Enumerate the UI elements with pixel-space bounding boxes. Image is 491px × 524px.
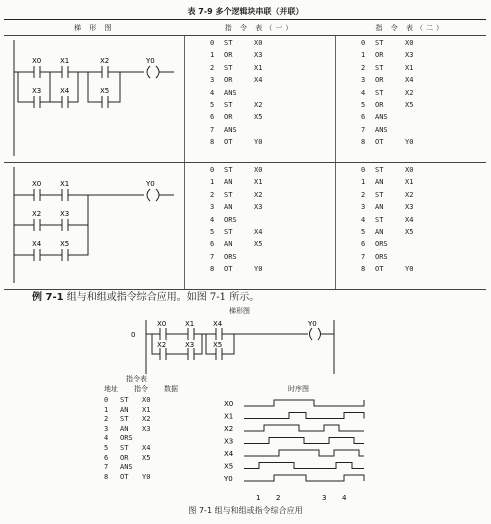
instruction-opcode: OR bbox=[224, 76, 233, 85]
header-list2: 指 令 表（二） bbox=[336, 20, 487, 36]
instruction-row bbox=[361, 99, 486, 111]
instruction-opcode: AN bbox=[224, 203, 233, 212]
instruction-opcode: OT bbox=[224, 265, 233, 274]
instruction-row bbox=[210, 136, 335, 148]
list1-block2 bbox=[185, 163, 336, 290]
instruction-address: 5 bbox=[361, 101, 366, 110]
list2-block1 bbox=[336, 36, 487, 163]
instruction-operand: X4 bbox=[142, 443, 151, 452]
instruction-opcode: ANS bbox=[224, 88, 237, 97]
instruction-row bbox=[361, 263, 486, 275]
instruction-row bbox=[210, 74, 335, 86]
instruction-row bbox=[104, 406, 150, 416]
instruction-address: 5 bbox=[361, 228, 366, 237]
instruction-row bbox=[210, 87, 335, 99]
instruction-opcode: ST bbox=[224, 166, 233, 174]
instruction-opcode: ST bbox=[224, 190, 233, 199]
instruction-address: 6 bbox=[104, 453, 109, 462]
ladder1-x1: X1 bbox=[60, 57, 70, 65]
ladder2-x5: X5 bbox=[60, 240, 70, 248]
instruction-row bbox=[210, 214, 335, 226]
timing-wave bbox=[244, 400, 364, 406]
ex-ladder-y0: Y0 bbox=[308, 320, 317, 328]
instruction-list bbox=[336, 36, 486, 149]
instruction-opcode: ANS bbox=[120, 463, 133, 472]
timing-signal-label: X2 bbox=[224, 425, 234, 433]
instruction-address: 2 bbox=[210, 190, 215, 199]
instruction-address: 3 bbox=[210, 203, 215, 212]
instruction-operand: X2 bbox=[254, 101, 263, 110]
instruction-operand: Y0 bbox=[254, 265, 263, 274]
instruction-list bbox=[185, 163, 335, 276]
instruction-address: 7 bbox=[210, 125, 215, 134]
instruction-row bbox=[104, 434, 150, 444]
instruction-opcode: ANS bbox=[224, 125, 237, 134]
instruction-row bbox=[210, 176, 335, 188]
instruction-address: 0 bbox=[210, 166, 215, 174]
ladder-title: 梯形图 bbox=[229, 307, 250, 315]
instruction-opcode: ST bbox=[224, 63, 233, 72]
instruction-address: 4 bbox=[361, 88, 366, 97]
timing-wave bbox=[244, 413, 364, 419]
instruction-address: 7 bbox=[361, 125, 366, 134]
instruction-address: 8 bbox=[361, 138, 366, 147]
ex-rung-number: 0 bbox=[131, 331, 136, 339]
instruction-operand: X3 bbox=[405, 203, 414, 212]
instruction-address: 1 bbox=[361, 178, 366, 187]
timing-tick-label: 4 bbox=[342, 494, 347, 502]
instruction-address: 3 bbox=[361, 76, 366, 85]
instruction-opcode: OR bbox=[375, 51, 384, 60]
instruction-opcode: AN bbox=[224, 178, 233, 187]
instruction-opcode: AN bbox=[120, 405, 129, 414]
instruction-operand: X5 bbox=[254, 113, 263, 122]
ladder2-x4: X4 bbox=[32, 240, 42, 248]
ex-ladder-x2: X2 bbox=[157, 341, 167, 349]
instruction-address: 0 bbox=[104, 396, 109, 404]
instruction-opcode: OT bbox=[375, 138, 384, 147]
instruction-opcode: ANS bbox=[375, 125, 388, 134]
instruction-address: 4 bbox=[361, 215, 366, 224]
instruction-operand: X5 bbox=[254, 240, 263, 249]
ladder2-y0: Y0 bbox=[146, 180, 155, 188]
instruction-operand: X4 bbox=[254, 76, 263, 85]
instruction-address: 7 bbox=[104, 463, 109, 472]
instruction-operand: Y0 bbox=[142, 472, 151, 481]
timing-signal-label: Y0 bbox=[224, 475, 233, 483]
instruction-row bbox=[361, 37, 486, 49]
instruction-row bbox=[361, 226, 486, 238]
instruction-row bbox=[104, 444, 150, 454]
instruction-address: 1 bbox=[210, 178, 215, 187]
example-label: 例 7-1 bbox=[32, 292, 64, 303]
instruction-operand: X2 bbox=[405, 88, 414, 97]
instruction-row bbox=[104, 473, 150, 483]
instruction-address: 8 bbox=[210, 138, 215, 147]
ladder-cell-2 bbox=[4, 163, 185, 290]
instruction-address: 4 bbox=[210, 215, 215, 224]
instruction-row bbox=[361, 238, 486, 250]
instruction-row bbox=[361, 87, 486, 99]
ladder1-x4: X4 bbox=[60, 87, 70, 95]
instruction-opcode: ORS bbox=[224, 252, 237, 261]
ladder-diagram-parallel bbox=[4, 163, 184, 287]
instruction-address: 2 bbox=[361, 190, 366, 199]
figure-caption: 图 7-1 组与和组或指令综合应用 bbox=[188, 506, 303, 515]
instruction-address: 5 bbox=[104, 443, 109, 452]
example-heading bbox=[32, 288, 259, 303]
instruction-row bbox=[210, 49, 335, 61]
ladder2-x2: X2 bbox=[32, 210, 42, 218]
instruction-address: 3 bbox=[361, 203, 366, 212]
instruction-operand: Y0 bbox=[405, 265, 414, 274]
ex-ladder-x1: X1 bbox=[185, 320, 195, 328]
instruction-operand: X1 bbox=[405, 178, 414, 187]
instruction-address: 8 bbox=[210, 265, 215, 274]
instruction-address: 2 bbox=[210, 63, 215, 72]
example-instruction-list bbox=[104, 396, 150, 482]
instruction-table-header bbox=[104, 384, 178, 394]
instruction-row bbox=[361, 62, 486, 74]
instruction-address: 1 bbox=[361, 51, 366, 60]
ladder2-x3: X3 bbox=[60, 210, 70, 218]
instruction-row bbox=[210, 124, 335, 136]
instruction-operand: X0 bbox=[142, 396, 151, 404]
timing-tick-label: 1 bbox=[256, 494, 261, 502]
instruction-opcode: OR bbox=[224, 113, 233, 122]
instruction-opcode: ST bbox=[224, 228, 233, 237]
instruction-row bbox=[361, 176, 486, 188]
instruction-operand: X3 bbox=[254, 203, 263, 212]
instruction-row bbox=[210, 189, 335, 201]
instruction-operand: X0 bbox=[405, 166, 414, 174]
instruction-row bbox=[210, 111, 335, 123]
instruction-row bbox=[104, 415, 150, 425]
example-ladder-diagram bbox=[130, 318, 340, 376]
timing-tick-label: 3 bbox=[322, 494, 327, 502]
instruction-row bbox=[361, 74, 486, 86]
instruction-address: 8 bbox=[104, 472, 109, 481]
instruction-operand: X2 bbox=[405, 190, 414, 199]
instruction-row bbox=[361, 214, 486, 226]
ladder1-x3: X3 bbox=[32, 87, 42, 95]
instruction-operand: X3 bbox=[254, 51, 263, 60]
timing-wave bbox=[244, 450, 364, 456]
instruction-address: 7 bbox=[361, 252, 366, 261]
instruction-opcode: ST bbox=[224, 39, 233, 47]
instruction-row bbox=[361, 189, 486, 201]
instruction-address: 4 bbox=[104, 434, 109, 443]
timing-wave bbox=[244, 475, 364, 481]
instruction-address: 2 bbox=[361, 63, 366, 72]
instruction-row bbox=[210, 164, 335, 176]
instruction-operand: X1 bbox=[142, 405, 151, 414]
header-list1: 指 令 表（一） bbox=[185, 20, 336, 36]
instruction-address: 6 bbox=[361, 240, 366, 249]
instruction-operand: X0 bbox=[405, 39, 414, 47]
timing-tick-label: 2 bbox=[276, 494, 281, 502]
instruction-opcode: OT bbox=[375, 265, 384, 274]
instruction-opcode: ST bbox=[375, 63, 384, 72]
instruction-opcode: OR bbox=[224, 51, 233, 60]
instruction-row bbox=[104, 454, 150, 464]
instruction-opcode: OR bbox=[120, 453, 129, 462]
instruction-row bbox=[210, 37, 335, 49]
instruction-operand: X1 bbox=[254, 63, 263, 72]
instruction-row bbox=[104, 463, 150, 473]
instruction-opcode: ORS bbox=[375, 252, 388, 261]
timing-signal-label: X3 bbox=[224, 437, 234, 446]
instruction-row bbox=[210, 226, 335, 238]
ladder1-x0: X0 bbox=[32, 57, 42, 65]
instruction-row bbox=[104, 425, 150, 435]
ladder-cell-1 bbox=[4, 36, 185, 163]
instruction-opcode: ORS bbox=[224, 215, 237, 224]
list2-block2 bbox=[336, 163, 487, 290]
instruction-opcode: OR bbox=[375, 76, 384, 85]
instruction-opcode: AN bbox=[120, 424, 129, 433]
instruction-opcode: ST bbox=[120, 443, 129, 452]
instruction-operand: Y0 bbox=[254, 138, 263, 147]
instruction-row bbox=[210, 263, 335, 275]
instruction-address: 6 bbox=[361, 113, 366, 122]
instruction-row bbox=[361, 124, 486, 136]
ladder2-x0: X0 bbox=[32, 180, 42, 188]
instruction-opcode: ST bbox=[375, 88, 384, 97]
ladder-diagram-series bbox=[4, 36, 184, 160]
timing-signal-label: X4 bbox=[224, 450, 234, 458]
ladder1-x2: X2 bbox=[100, 57, 110, 65]
timing-title: 时序图 bbox=[288, 385, 309, 393]
logic-block-table bbox=[4, 19, 486, 290]
instruction-operand: X2 bbox=[254, 190, 263, 199]
instruction-row bbox=[210, 251, 335, 263]
instruction-operand: X3 bbox=[405, 51, 414, 60]
instruction-operand: X3 bbox=[142, 424, 151, 433]
instruction-opcode: ST bbox=[120, 415, 129, 424]
ladder1-y0: Y0 bbox=[146, 57, 155, 65]
timing-wave bbox=[244, 463, 364, 469]
timing-signal-label: X1 bbox=[224, 412, 234, 421]
list1-block1 bbox=[185, 36, 336, 163]
instruction-address: 4 bbox=[210, 88, 215, 97]
header-ladder: 梯 形 图 bbox=[4, 20, 185, 36]
instruction-opcode: OT bbox=[120, 472, 129, 481]
instruction-operand: X1 bbox=[405, 63, 414, 72]
instruction-address: 5 bbox=[210, 101, 215, 110]
col-instruction: 指令 bbox=[134, 385, 148, 393]
instruction-row bbox=[104, 396, 150, 406]
timing-signal-label: X5 bbox=[224, 462, 234, 471]
instruction-list bbox=[336, 163, 486, 276]
timing-wave bbox=[244, 425, 364, 431]
instruction-opcode: ORS bbox=[375, 240, 388, 249]
instruction-operand: X4 bbox=[254, 228, 263, 237]
timing-signal-label: X0 bbox=[224, 400, 234, 408]
instruction-address: 6 bbox=[210, 113, 215, 122]
instruction-address: 2 bbox=[104, 415, 109, 424]
ladder1-x5: X5 bbox=[100, 87, 110, 95]
instruction-row bbox=[361, 164, 486, 176]
example-text: 组与和组或指令综合应用。如图 7-1 所示。 bbox=[66, 292, 260, 303]
instruction-operand: X5 bbox=[142, 453, 151, 462]
ladder2-x1: X1 bbox=[60, 180, 70, 188]
instruction-address: 0 bbox=[361, 166, 366, 174]
instruction-opcode: ORS bbox=[120, 434, 133, 443]
col-address: 地址 bbox=[104, 385, 118, 393]
instruction-address: 7 bbox=[210, 252, 215, 261]
instruction-opcode: ST bbox=[375, 166, 384, 174]
timing-diagram bbox=[224, 394, 374, 504]
instruction-row bbox=[210, 238, 335, 250]
instruction-operand: X4 bbox=[405, 76, 414, 85]
instruction-address: 3 bbox=[104, 424, 109, 433]
instruction-address: 0 bbox=[210, 39, 215, 47]
instruction-operand: X5 bbox=[405, 228, 414, 237]
instruction-operand: X4 bbox=[405, 215, 414, 224]
instruction-opcode: AN bbox=[375, 178, 384, 187]
timing-wave bbox=[244, 438, 364, 444]
instruction-operand: X0 bbox=[254, 166, 263, 174]
instruction-operand: X5 bbox=[405, 101, 414, 110]
instruction-opcode: ST bbox=[375, 215, 384, 224]
instruction-opcode: OR bbox=[375, 101, 384, 110]
instruction-address: 8 bbox=[361, 265, 366, 274]
instruction-row bbox=[361, 136, 486, 148]
ex-ladder-x3: X3 bbox=[185, 341, 195, 349]
instruction-opcode: ST bbox=[375, 39, 384, 47]
instruction-operand: Y0 bbox=[405, 138, 414, 147]
instruction-opcode: ST bbox=[224, 101, 233, 110]
instruction-address: 6 bbox=[210, 240, 215, 249]
instruction-opcode: AN bbox=[375, 228, 384, 237]
instruction-opcode: OT bbox=[224, 138, 233, 147]
instruction-row bbox=[361, 111, 486, 123]
instruction-list bbox=[185, 36, 335, 149]
instruction-opcode: ST bbox=[120, 396, 129, 404]
instruction-address: 1 bbox=[104, 405, 109, 414]
instruction-row bbox=[361, 201, 486, 213]
ex-ladder-x5: X5 bbox=[213, 341, 223, 349]
instruction-opcode: ANS bbox=[375, 113, 388, 122]
table-title: 表 7-9 多个逻辑块串联（并联） bbox=[187, 7, 304, 16]
instruction-row bbox=[210, 201, 335, 213]
instruction-address: 3 bbox=[210, 76, 215, 85]
instruction-operand: X2 bbox=[142, 415, 151, 424]
instruction-row bbox=[210, 62, 335, 74]
ex-ladder-x0: X0 bbox=[157, 320, 167, 328]
instruction-row bbox=[361, 251, 486, 263]
ex-ladder-x4: X4 bbox=[213, 320, 223, 328]
instruction-opcode: AN bbox=[224, 240, 233, 249]
instruction-operand: X0 bbox=[254, 39, 263, 47]
instruction-opcode: AN bbox=[375, 203, 384, 212]
instruction-opcode: ST bbox=[375, 190, 384, 199]
instruction-table-title: 指令表 bbox=[126, 375, 147, 383]
instruction-row bbox=[210, 99, 335, 111]
instruction-operand: X1 bbox=[254, 178, 263, 187]
instruction-address: 5 bbox=[210, 228, 215, 237]
instruction-row bbox=[361, 49, 486, 61]
instruction-address: 1 bbox=[210, 51, 215, 60]
instruction-address: 0 bbox=[361, 39, 366, 47]
col-data: 数据 bbox=[164, 385, 178, 393]
